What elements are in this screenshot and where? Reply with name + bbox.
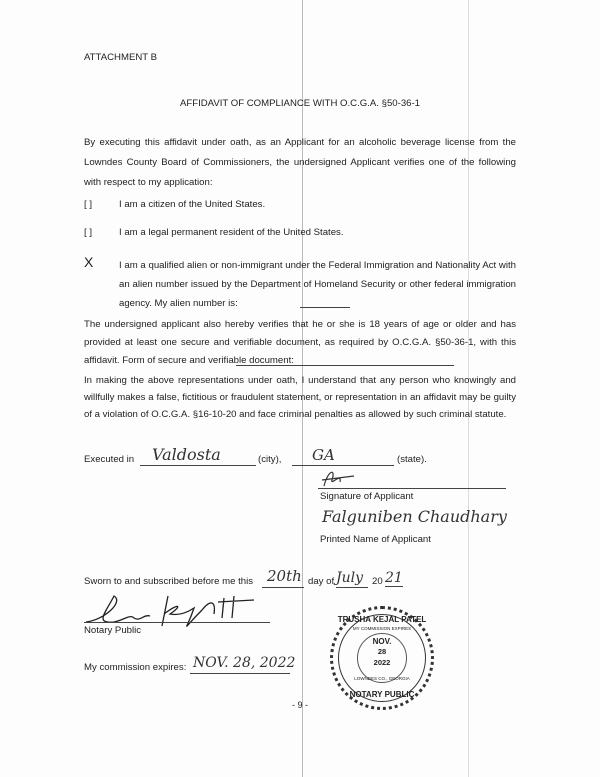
day-of-label: day of [308,576,335,587]
state-value: GA [312,446,335,464]
stamp-date-year: 2022 [373,658,391,667]
commission-label: My commission expires: [84,662,187,673]
day-value: 20th [267,567,302,585]
executed-label: Executed in [84,454,135,465]
stamp-footer: NOTARY PUBLIC [349,690,415,699]
option-citizen: I am a citizen of the United States. [119,199,266,210]
signature-line [318,488,506,489]
stamp-date-month: NOV. [372,637,392,646]
document-title: AFFIDAVIT OF COMPLIANCE WITH O.C.G.A. §50-36-1 [179,98,421,109]
notary-signature-line [84,622,270,623]
applicant-signature [318,466,358,488]
penalty-paragraph: In making the above representations under oath, I understand that any person who knowingly and willfully makes a false, fictitious or fraudulent statement, or representation in an affidavit may be guilty of a violation of O.C.G.A. §16-10-20 and face criminal penalties as allowed by such criminal statute. [84,375,516,420]
document-line [236,365,454,366]
year-value: 21 [385,570,403,586]
checkbox-alien-checked[interactable]: X [84,254,94,270]
checkbox-citizen[interactable]: [ ] [84,199,92,210]
commission-date: NOV. 28, 2022 [193,655,296,671]
stamp-sub: MY COMMISSION EXPIRES [352,626,412,631]
checkbox-resident[interactable]: [ ] [84,227,92,238]
page-number: - 9 - [291,700,308,710]
signature-label: Signature of Applicant [320,491,414,502]
notary-label: Notary Public [84,625,142,636]
stamp-county: LOWNDES CO., GEORGIA [354,676,410,681]
month-line [336,587,368,588]
intro-paragraph: By executing this affidavit under oath, as an Applicant for an alcoholic beverage license from the Lowndes County Board of Commissioners, the undersigned Applicant verifies one of the following with respect to my application: [84,137,516,188]
month-value: July [336,570,364,586]
year-prefix: 20 [372,576,383,587]
alien-number-line [300,307,350,308]
city-line [140,465,256,466]
age-paragraph: The undersigned applicant also hereby verifies that he or she is 18 years of age or older and has provided at least one secure and verifiable document, as required by O.C.G.A. §50-36-1, with this affidavit. Form of secure and verifiable document: [84,319,516,366]
stamp-date-day: 28 [377,647,387,656]
option-alien: I am a qualified alien or non-immigrant under the Federal Immigration and Nationality Act with an alien number issued by the Department of Homeland Security or other federal immigration agency. My alien number is: [119,260,516,309]
commission-line [190,673,290,674]
stamp-name: TRUSHA KEJAL PATEL [337,615,427,624]
city-label: (city), [258,454,282,465]
city-value: Valdosta [152,445,221,464]
printed-name-label: Printed Name of Applicant [320,534,431,545]
notary-stamp [330,606,434,710]
day-line [262,587,304,588]
attachment-header: ATTACHMENT B [84,52,158,63]
state-label: (state). [397,454,427,465]
printed-name-value: Falguniben Chaudhary [322,507,507,526]
sworn-label: Sworn to and subscribed before me this [84,576,254,587]
option-resident: I am a legal permanent resident of the United States. [119,227,344,238]
